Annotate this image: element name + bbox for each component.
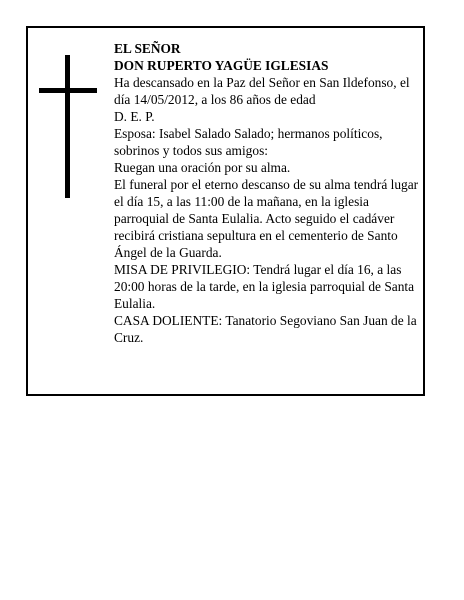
mass-paragraph: MISA DE PRIVILEGIO: Tendrá lugar el día 16, a las 20:00 horas de la tarde, en la iglesia parroquial de Santa Eulalia. (114, 262, 415, 311)
obituary-text (114, 40, 420, 346)
rip-line: D. E. P. (114, 109, 155, 124)
prayer-request: Ruegan una oración por su alma. (114, 160, 291, 175)
announcement-paragraph: Ha descansado en la Paz del Señor en San Ildefonso, el día 14/05/2012, a los 86 años de edad (114, 75, 410, 107)
latin-cross-icon (39, 55, 99, 198)
obituary-notice (26, 26, 425, 396)
cross-vertical-bar (65, 55, 70, 198)
family-paragraph: Esposa: Isabel Salado Salado; hermanos políticos, sobrinos y todos sus amigos: (114, 126, 383, 158)
funeral-paragraph: El funeral por el eterno descanso de su alma tendrá lugar el día 15, a las 11:00 de la mañana, en la iglesia parroquial de Santa Eulalia. Acto seguido el cadáver recibirá cristiana sepultura en el cementerio de Santo Ángel de la Guarda. (114, 177, 419, 260)
deceased-name: DON RUPERTO YAGÜE IGLESIAS (114, 58, 329, 73)
cross-horizontal-bar (39, 88, 97, 93)
mourning-house-paragraph: CASA DOLIENTE: Tanatorio Segoviano San Juan de la Cruz. (114, 313, 417, 345)
title-line: EL SEÑOR (114, 41, 181, 56)
